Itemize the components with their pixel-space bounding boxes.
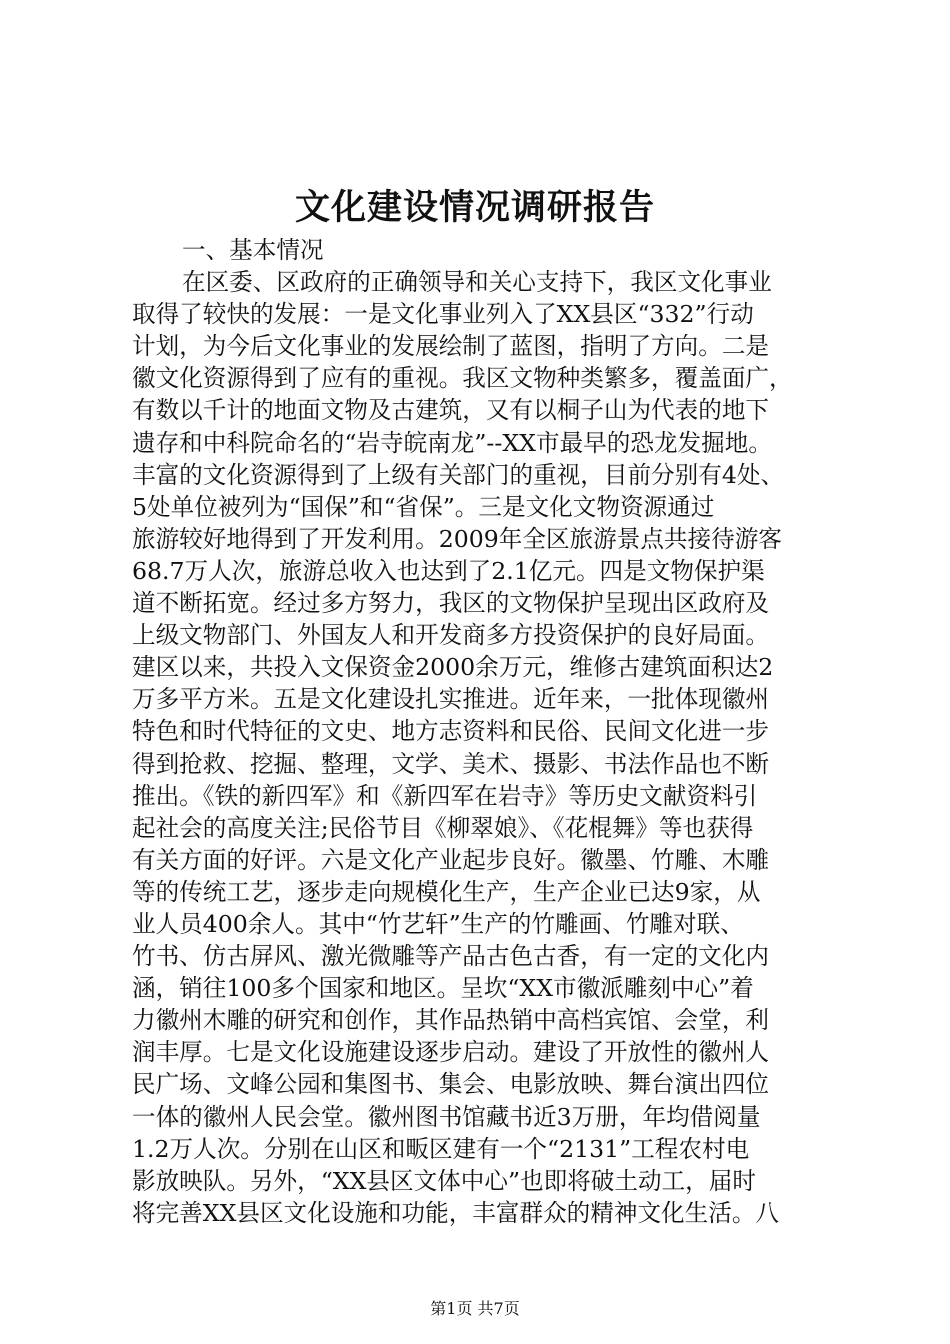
body-line: 上级文物部门、外国友人和开发商多方投资保护的良好局面。: [132, 621, 770, 650]
body-line: 起社会的高度关注;民俗节目《柳翠娘》、《花棍舞》等也获得: [132, 813, 754, 842]
body-line: 旅游较好地得到了开发利用。2009年全区旅游景点共接待游客: [132, 524, 782, 553]
body-line: 业人员400余人。其中“竹艺轩”生产的竹雕画、竹雕对联、: [132, 909, 744, 938]
body-line: 等的传统工艺，逐步走向规模化生产，生产企业已达9家，从: [132, 877, 761, 906]
body-line: 竹书、仿古屏风、激光微雕等产品古色古香，有一定的文化内: [132, 942, 770, 971]
body-line: 道不断拓宽。经过多方努力，我区的文物保护呈现出区政府及: [132, 589, 770, 618]
body-line: 将完善XX县区文化设施和功能，丰富群众的精神文化生活。八: [132, 1198, 780, 1227]
body-line: 1.2万人次。分别在山区和畈区建有一个“2131”工程农村电: [132, 1134, 750, 1163]
body-line: 润丰厚。七是文化设施建设逐步启动。建设了开放性的徽州人: [132, 1038, 770, 1067]
body-line: 徽文化资源得到了应有的重视。我区文物种类繁多，覆盖面广，: [132, 364, 793, 393]
body-line: 一体的徽州人民会堂。徽州图书馆藏书近3万册，年均借阅量: [132, 1102, 761, 1131]
body-line: 5处单位被列为“国保”和“省保”。三是文化文物资源通过: [132, 492, 715, 521]
body-line: 民广场、文峰公园和集图书、集会、电影放映、舞台演出四位: [132, 1070, 770, 1099]
body-line: 丰富的文化资源得到了上级有关部门的重视，目前分别有4处、: [132, 460, 785, 489]
body-line: 涵，销往100多个国家和地区。呈坎“XX市徽派雕刻中心”着: [132, 974, 754, 1003]
body-line: 影放映队。另外，“XX县区文体中心”也即将破土动工，届时: [132, 1166, 756, 1195]
document-title: 文化建设情况调研报告: [294, 187, 655, 228]
body-line: 建区以来，共投入文保资金2000余万元，维修古建筑面积达2: [132, 653, 774, 682]
body-line: 特色和时代特征的文史、地方志资料和民俗、民间文化进一步: [132, 717, 770, 746]
body-line: 有关方面的好评。六是文化产业起步良好。徽墨、竹雕、木雕: [132, 845, 770, 874]
body-line: 计划，为今后文化事业的发展绘制了蓝图，指明了方向。二是: [132, 332, 770, 361]
body-line: 遗存和中科院命名的“岩寺皖南龙”--XX市最早的恐龙发掘地。: [132, 428, 772, 457]
body-line: 万多平方米。五是文化建设扎实推进。近年来，一批体现徽州: [132, 685, 770, 714]
body-line: 在区委、区政府的正确领导和关心支持下，我区文化事业: [182, 268, 772, 297]
body-line: 68.7万人次，旅游总收入也达到了2.1亿元。四是文物保护渠: [132, 556, 765, 585]
body-line: 取得了较快的发展：一是文化事业列入了XX县区“332”行动: [132, 300, 754, 329]
body-line: 有数以千计的地面文物及古建筑，又有以桐子山为代表的地下: [132, 396, 770, 425]
body-line: 推出。《铁的新四军》和《新四军在岩寺》等历史文献资料引: [132, 781, 758, 810]
document-body: [132, 234, 832, 1229]
body-line: 力徽州木雕的研究和创作，其作品热销中高档宾馆、会堂，利: [132, 1006, 770, 1035]
section-heading: 一、基本情况: [182, 236, 324, 264]
page-footer: 第1页 共7页: [430, 1299, 520, 1318]
body-line: 得到抢救、挖掘、整理，文学、美术、摄影、书法作品也不断: [132, 749, 770, 778]
body-paragraph: [132, 266, 832, 1229]
